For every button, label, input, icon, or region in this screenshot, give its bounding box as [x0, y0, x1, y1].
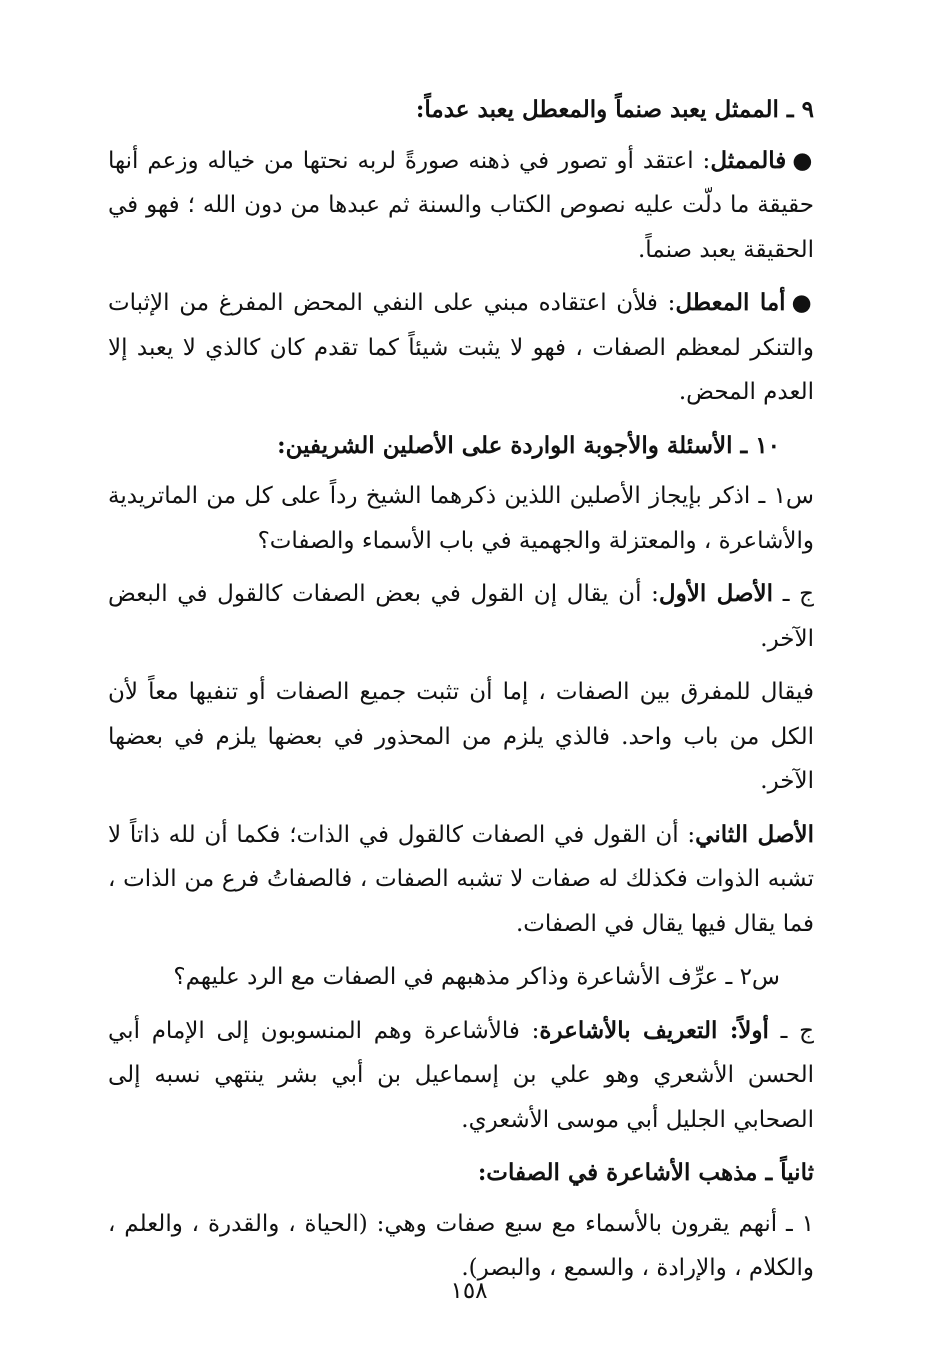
paragraph-mufarriq: فيقال للمفرق بين الصفات ، إما أن تثبت جميع الصفات أو تنفيها معاً لأن الكل من باب واحد. فالذي يلزم من المحذور في بعضها يلزم في بعضها الآخر. [108, 679, 814, 794]
answer-prefix: ج ـ [773, 581, 814, 607]
term-tarif-ashaira: أولاً: التعريف بالأشاعرة [539, 1016, 769, 1044]
text-muattil: : فلأن اعتقاده مبني على النفي المحض المفرغ من الإثبات والتنكر لمعظم الصفات ، فهو لا يثبت شيئاً كما تقدم كان كالذي لا يعبد إلا العدم المحض. [108, 290, 814, 405]
bullet-icon: ● [791, 289, 814, 316]
page-number: ١٥٨ [450, 1278, 488, 1304]
answer-prefix: ج ـ [768, 1017, 814, 1044]
question-1: س١ ـ اذكر بإيجاز الأصلين اللذين ذكرهما الشيخ رداً على كل من الماتريدية والأشاعرة ، والمعتزلة والجهمية في باب الأسماء والصفات؟ [108, 483, 814, 554]
term-asl-awwal: الأصل الأول [658, 580, 774, 607]
subheading-madhhab: ثانياً ـ مذهب الأشاعرة في الصفات: [477, 1159, 814, 1186]
page-body [108, 88, 814, 1300]
section-9-heading: ٩ ـ الممثل يعبد صنماً والمعطل يعبد عدماً: [415, 96, 814, 123]
paragraph-muattil [108, 281, 814, 415]
text-tarif-ashaira: : فالأشاعرة وهم المنسوبون إلى الإمام أبي الحسن الأشعري وهو علي بن إسماعيل بن أبي بشر ينتهي نسبه إلى الصحابي الجليل أبي موسى الأشعري. [108, 1017, 814, 1133]
term-mumaththil: فالممثل [710, 146, 787, 174]
term-muattil: أما المعطل [675, 289, 786, 316]
paragraph-mumaththil [108, 139, 814, 273]
text-mumaththil: : اعتقد أو تصور في ذهنه صورةً لربه نحتها من خياله وزعم أنها حقيقة ما دلّت عليه نصوص الكتاب والسنة ثم عبدها من دون الله ؛ فهو في الحقيقة يعبد صنماً. [108, 147, 814, 263]
paragraph-asl-thani [108, 813, 814, 947]
question-2: س٢ ـ عرِّف الأشاعرة وذاكر مذهبهم في الصفات مع الرد عليهم؟ [173, 964, 780, 990]
text-asl-awwal: : أن يقال إن القول في بعض الصفات كالقول في البعض الآخر. [108, 581, 814, 652]
paragraph-seven-attributes: ١ ـ أنهم يقرون بالأسماء مع سبع صفات وهي: (الحياة ، والقدرة ، والعلم ، والكلام ، والإرادة ، والسمع ، والبصر). [108, 1210, 814, 1281]
answer-1 [108, 572, 814, 661]
term-asl-thani: الأصل الثاني [695, 820, 814, 848]
bullet-icon: ● [792, 146, 814, 174]
answer-2 [108, 1009, 814, 1143]
section-10-heading: ١٠ ـ الأسئلة والأجوبة الواردة على الأصلين الشريفين: [277, 431, 780, 459]
text-asl-thani: : أن القول في الصفات كالقول في الذات؛ فكما أن لله ذاتاً لا تشبه الذوات فكذلك له صفات لا تشبه الصفات ، فالصفاتُ فرع من الذات ، فما يقال فيها يقال في الصفات. [108, 821, 814, 937]
